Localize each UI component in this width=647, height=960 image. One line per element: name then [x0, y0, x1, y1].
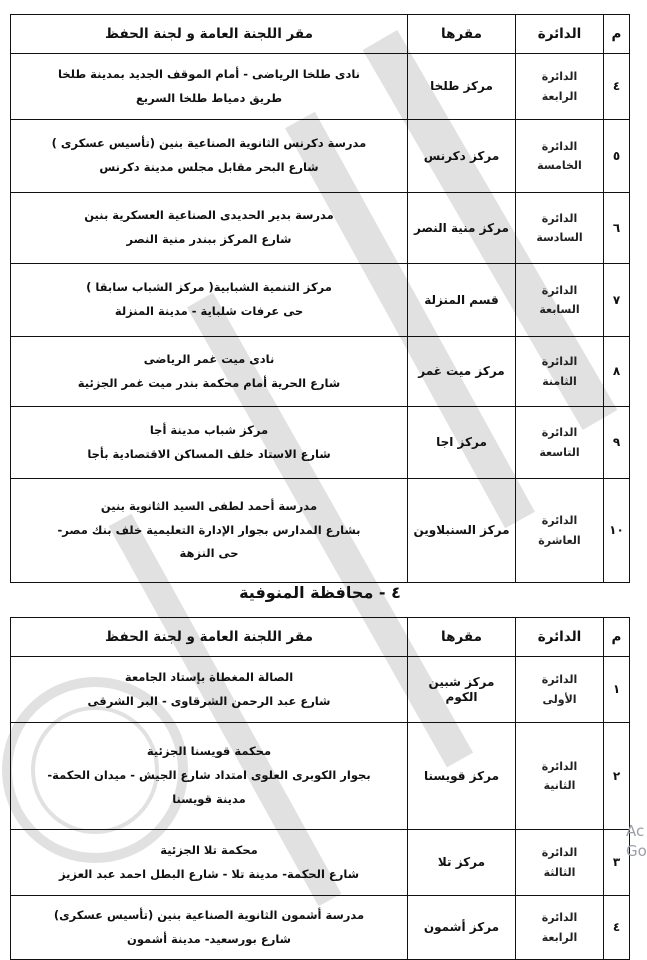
- table-row: [11, 896, 630, 960]
- committee-address-line: الصالة المغطاة بإستاد الجامعة: [124, 669, 294, 684]
- hq-cell: مركز اجا: [408, 407, 516, 479]
- district-label: الثانية: [543, 779, 576, 792]
- committee-address-line: حى عرفات شلباية - مدينة المنزلة: [114, 304, 304, 318]
- header-num: م: [604, 618, 630, 657]
- district-cell: [516, 264, 604, 337]
- district-cell: [516, 830, 604, 896]
- district-label: الدائرة: [541, 211, 578, 225]
- district-label: الدائرة: [541, 846, 578, 860]
- committee-address-line: بجوار الكوبرى العلوى امتداد شارع الجيش - ميدان الحكمة-: [47, 768, 371, 783]
- district-label: الرابعة: [541, 89, 578, 103]
- hq-cell: مركز طلخا: [408, 54, 516, 120]
- committee-address-line: مدرسة أشمون الثانوية الصناعية بنين (تأسيس عسكرى): [53, 907, 365, 922]
- district-label: الرابعة: [541, 930, 578, 944]
- table-row: [11, 54, 630, 120]
- header-hq: مقرها: [408, 618, 516, 657]
- row-number: ٨: [604, 337, 630, 407]
- committee-address-line: شارع الحرية أمام محكمة بندر ميت غمر الجزئية: [77, 375, 341, 390]
- header-committee: مقر اللجنة العامة و لجنة الحفظ: [11, 15, 408, 54]
- district-label: الثالثة: [543, 865, 576, 879]
- district-label: الدائرة: [541, 673, 578, 687]
- district-label: الثامنة: [542, 374, 577, 388]
- committee-address-line: حى النزهة: [179, 546, 239, 561]
- table-row: [11, 830, 630, 896]
- district-cell: [516, 337, 604, 407]
- district-cell: [516, 896, 604, 960]
- hq-cell: قسم المنزلة: [408, 264, 516, 337]
- header-district: الدائرة: [516, 15, 604, 54]
- district-cell: [516, 657, 604, 723]
- row-number: ٥: [604, 120, 630, 193]
- hq-cell: مركز دكرنس: [408, 120, 516, 193]
- table-row: [11, 264, 630, 337]
- header-district: الدائرة: [516, 618, 604, 657]
- row-number: ٧: [604, 264, 630, 337]
- district-cell: [516, 54, 604, 120]
- activate-windows-overlay: [626, 822, 647, 861]
- table-header-row: [11, 618, 630, 657]
- committee-address-line: شارع بورسعيد- مدينة أشمون: [127, 931, 291, 946]
- row-number: ٣: [604, 830, 630, 896]
- table-row: [11, 723, 630, 830]
- committee-cell: [11, 896, 408, 960]
- row-number: ١: [604, 657, 630, 723]
- committees-table-2: [10, 617, 630, 960]
- committee-cell: [11, 193, 408, 264]
- district-cell: [516, 407, 604, 479]
- table-row: [11, 407, 630, 479]
- committee-cell: [11, 337, 408, 407]
- committee-address-line: طريق دمياط طلخا السريع: [135, 90, 283, 105]
- district-label: الدائرة: [541, 514, 578, 528]
- committee-cell: [11, 830, 408, 896]
- table-row: [11, 193, 630, 264]
- committee-address-line: مركز شباب مدينة أجا: [149, 422, 269, 437]
- committee-address-line: بشارع المدارس بجوار الإدارة التعليمية خلف بنك مصر-: [57, 522, 361, 537]
- hq-cell: مركز منية النصر: [408, 193, 516, 264]
- committees-table-1: [10, 14, 630, 583]
- committee-address-line: مركز التنمية الشبابية( مركز الشباب سابقا ): [86, 280, 332, 295]
- hq-cell: مركز ميت غمر: [408, 337, 516, 407]
- table-row: [11, 479, 630, 583]
- district-label: الدائرة: [541, 283, 578, 297]
- district-label: الدائرة: [541, 70, 578, 84]
- committee-address-line: شارع عبد الرحمن الشرقاوى - البر الشرقى: [87, 693, 331, 708]
- committee-address-line: شارع البحر مقابل مجلس مدينة دكرنس: [99, 160, 319, 174]
- section-title-menoufia: ٤ - محافظة المنوفية: [239, 583, 401, 602]
- district-label: الدائرة: [541, 139, 578, 153]
- row-number: ٩: [604, 407, 630, 479]
- district-label: السادسة: [536, 231, 583, 244]
- committee-address-line: شارع الحكمة- مدينة تلا - شارع البطل احمد عبد العزيز: [58, 866, 360, 881]
- district-cell: [516, 723, 604, 830]
- committee-cell: [11, 479, 408, 583]
- district-label: الدائرة: [541, 911, 578, 925]
- hq-cell: مركز شبين الكوم: [408, 657, 516, 723]
- district-label: الدائرة: [541, 426, 578, 440]
- committee-cell: [11, 120, 408, 193]
- row-number: ٤: [604, 54, 630, 120]
- table-row: [11, 337, 630, 407]
- committee-address-line: شارع الاستاد خلف المساكن الاقتصادية بأجا: [87, 446, 331, 461]
- district-cell: [516, 120, 604, 193]
- committee-address-line: محكمة قويسنا الجزئية: [146, 744, 272, 759]
- header-num: م: [604, 15, 630, 54]
- hq-cell: مركز السنبلاوين: [408, 479, 516, 583]
- hq-cell: مركز قويسنا: [408, 723, 516, 830]
- district-label: العاشرة: [538, 533, 581, 547]
- committee-address-line: مدينة قويسنا: [172, 791, 246, 806]
- district-label: الأولى: [542, 692, 577, 706]
- committee-cell: [11, 264, 408, 337]
- committee-cell: [11, 657, 408, 723]
- row-number: ٦: [604, 193, 630, 264]
- activate-line: Ac: [626, 822, 645, 840]
- hq-cell: مركز أشمون: [408, 896, 516, 960]
- committee-address-line: شارع المركز ببندر منية النصر: [126, 232, 292, 246]
- committee-cell: [11, 54, 408, 120]
- header-committee: مقر اللجنة العامة و لجنة الحفظ: [11, 618, 408, 657]
- district-label: الخامسة: [537, 159, 582, 172]
- committee-address-line: مدرسة بدير الحديدى الصناعية العسكرية بنين: [84, 208, 334, 223]
- committee-address-line: نادى طلخا الرياضى - أمام الموقف الجديد بمدينة طلخا: [58, 66, 360, 81]
- committee-address-line: نادى ميت غمر الرياضى: [143, 351, 275, 366]
- district-label: الدائرة: [541, 759, 578, 773]
- table-row: [11, 120, 630, 193]
- row-number: ١٠: [604, 479, 630, 583]
- committee-address-line: مدرسة دكرنس الثانوية الصناعية بنين (تأسيس عسكرى ): [51, 136, 367, 151]
- district-cell: [516, 193, 604, 264]
- district-label: السابعة: [539, 303, 580, 316]
- district-cell: [516, 479, 604, 583]
- table-row: [11, 657, 630, 723]
- row-number: ٢: [604, 723, 630, 830]
- header-hq: مقرها: [408, 15, 516, 54]
- table-header-row: [11, 15, 630, 54]
- committee-cell: [11, 407, 408, 479]
- hq-cell: مركز تلا: [408, 830, 516, 896]
- district-label: الدائرة: [541, 355, 578, 369]
- district-label: التاسعة: [539, 445, 580, 459]
- committee-cell: [11, 723, 408, 830]
- row-number: ٤: [604, 896, 630, 960]
- activate-line: Go: [626, 841, 647, 860]
- committee-address-line: مدرسة أحمد لطفى السيد الثانوية بنين: [100, 498, 318, 513]
- committee-address-line: محكمة تلا الجزئية: [160, 842, 258, 857]
